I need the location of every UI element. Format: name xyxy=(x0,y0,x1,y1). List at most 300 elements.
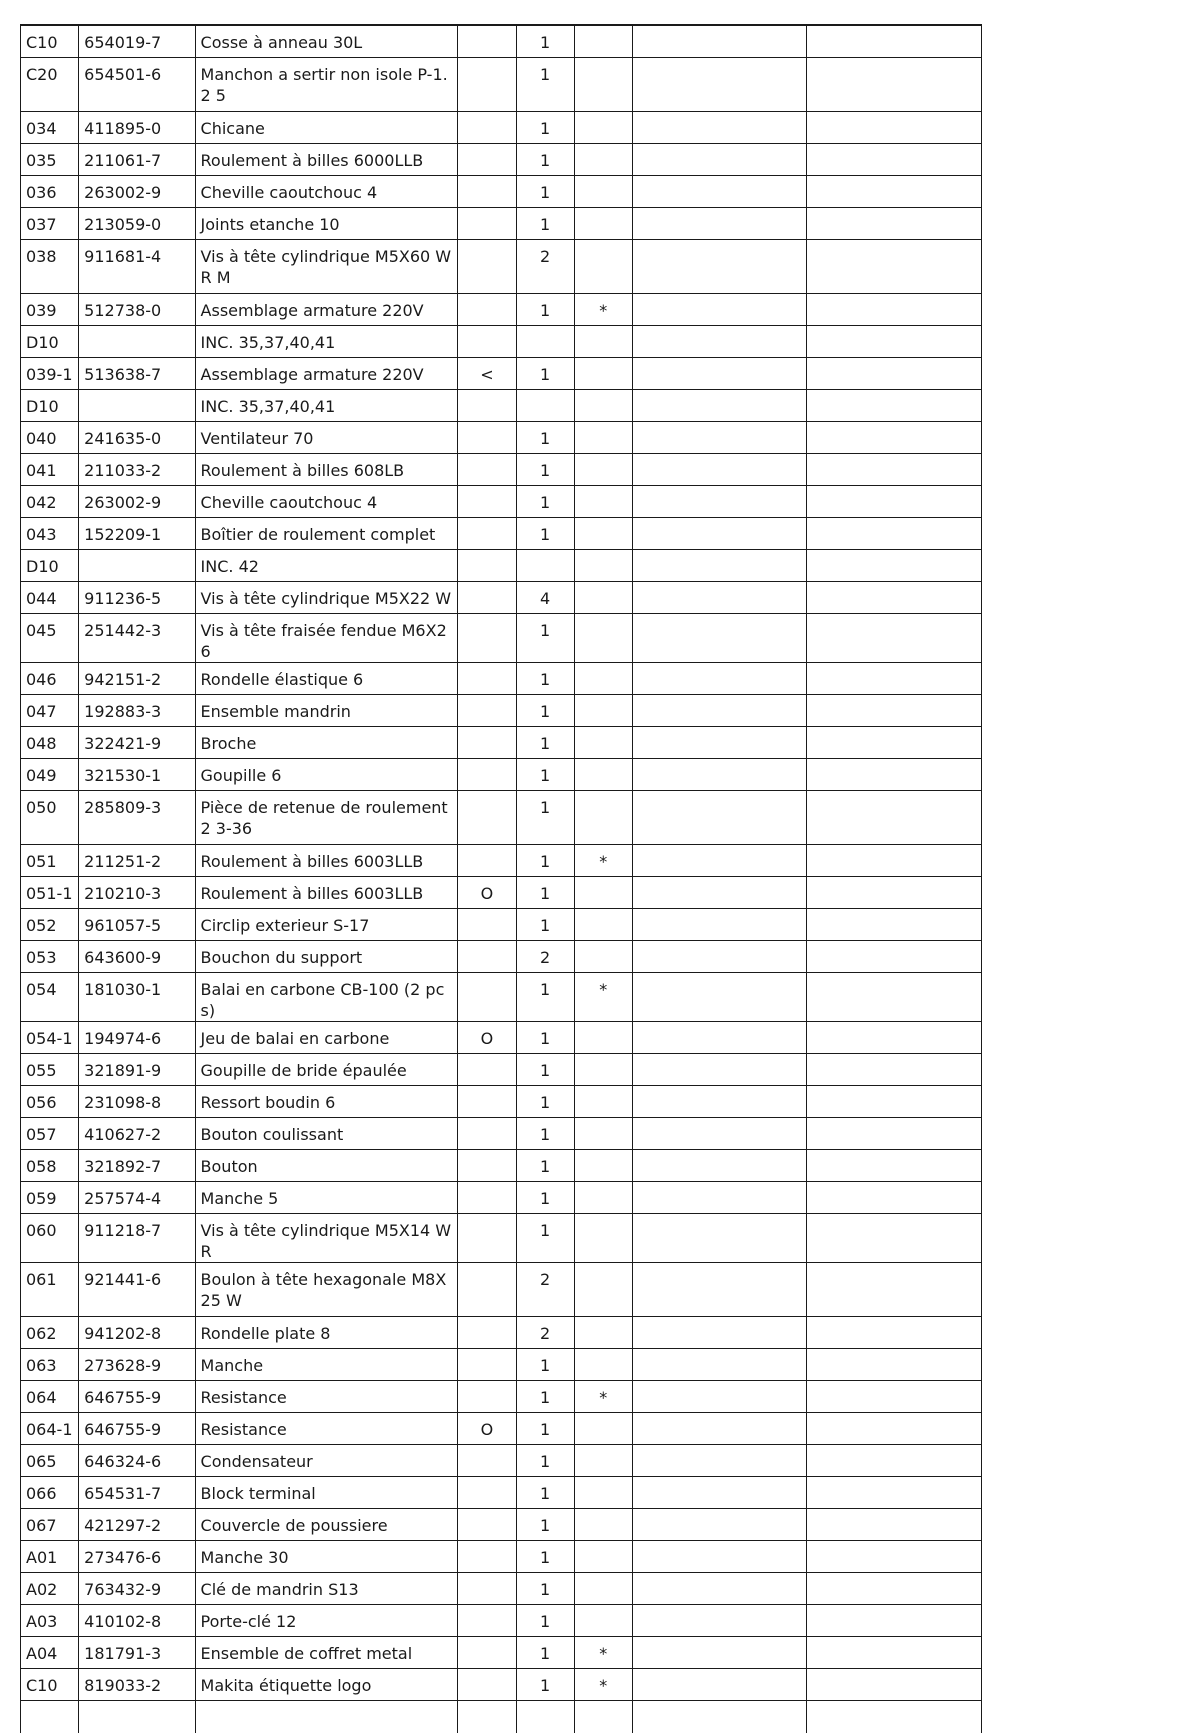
description-cell: Couvercle de poussiere xyxy=(195,1509,458,1541)
ref-number-cell: 061 xyxy=(21,1263,79,1317)
table-row xyxy=(21,1214,982,1263)
table-row xyxy=(21,582,982,614)
part-number-cell: 181030-1 xyxy=(79,973,195,1022)
empty-cell xyxy=(632,454,807,486)
empty-cell xyxy=(807,941,982,973)
description-cell: Cheville caoutchouc 4 xyxy=(195,486,458,518)
asterisk-cell xyxy=(574,1477,632,1509)
empty-cell xyxy=(807,582,982,614)
part-number-cell: 411895-0 xyxy=(79,112,195,144)
quantity-cell: 1 xyxy=(516,663,574,695)
ref-number-cell: 051 xyxy=(21,845,79,877)
quantity-cell: 1 xyxy=(516,208,574,240)
empty-cell xyxy=(632,1022,807,1054)
asterisk-cell xyxy=(574,1118,632,1150)
ref-number-cell: 053 xyxy=(21,941,79,973)
table-row xyxy=(21,176,982,208)
description-cell: Block terminal xyxy=(195,1477,458,1509)
quantity-cell xyxy=(516,326,574,358)
part-number-cell: 654531-7 xyxy=(79,1477,195,1509)
empty-cell xyxy=(632,727,807,759)
quantity-cell: 4 xyxy=(516,582,574,614)
quantity-cell: 1 xyxy=(516,1182,574,1214)
part-number-cell: 152209-1 xyxy=(79,518,195,550)
marker-cell xyxy=(458,909,516,941)
description-cell: Joints etanche 10 xyxy=(195,208,458,240)
ref-number-cell: 039-1 xyxy=(21,358,79,390)
asterisk-cell xyxy=(574,1413,632,1445)
description-cell: Assemblage armature 220V xyxy=(195,294,458,326)
empty-cell xyxy=(807,144,982,176)
empty-cell xyxy=(807,112,982,144)
ref-number-cell: 066 xyxy=(21,1477,79,1509)
marker-cell xyxy=(458,1054,516,1086)
asterisk-cell: * xyxy=(574,294,632,326)
description-cell: Assemblage armature 220V xyxy=(195,358,458,390)
marker-cell xyxy=(458,25,516,58)
empty-cell xyxy=(21,1701,79,1733)
empty-cell xyxy=(632,973,807,1022)
empty-cell xyxy=(807,663,982,695)
ref-number-cell: 063 xyxy=(21,1349,79,1381)
marker-cell xyxy=(458,454,516,486)
quantity-cell: 1 xyxy=(516,695,574,727)
table-row xyxy=(21,1054,982,1086)
asterisk-cell xyxy=(574,58,632,112)
marker-cell xyxy=(458,390,516,422)
description-cell: Ventilateur 70 xyxy=(195,422,458,454)
asterisk-cell xyxy=(574,486,632,518)
part-number-cell: 257574-4 xyxy=(79,1182,195,1214)
empty-cell xyxy=(632,294,807,326)
ref-number-cell: A01 xyxy=(21,1541,79,1573)
empty-cell xyxy=(807,727,982,759)
quantity-cell: 1 xyxy=(516,614,574,663)
table-row xyxy=(21,614,982,663)
empty-cell xyxy=(632,390,807,422)
asterisk-cell xyxy=(574,1605,632,1637)
ref-number-cell: 039 xyxy=(21,294,79,326)
quantity-cell: 1 xyxy=(516,1541,574,1573)
marker-cell xyxy=(458,1263,516,1317)
table-row xyxy=(21,845,982,877)
ref-number-cell: 042 xyxy=(21,486,79,518)
asterisk-cell xyxy=(574,112,632,144)
empty-cell xyxy=(632,663,807,695)
ref-number-cell: C20 xyxy=(21,58,79,112)
marker-cell xyxy=(458,1477,516,1509)
quantity-cell xyxy=(516,390,574,422)
ref-number-cell: 059 xyxy=(21,1182,79,1214)
ref-number-cell: 055 xyxy=(21,1054,79,1086)
ref-number-cell: A03 xyxy=(21,1605,79,1637)
empty-cell xyxy=(632,1509,807,1541)
empty-cell xyxy=(807,1573,982,1605)
ref-number-cell: 037 xyxy=(21,208,79,240)
part-number-cell xyxy=(79,326,195,358)
ref-number-cell: 038 xyxy=(21,240,79,294)
marker-cell: O xyxy=(458,1022,516,1054)
description-cell: Cosse à anneau 30L xyxy=(195,25,458,58)
empty-cell xyxy=(807,1605,982,1637)
table-row xyxy=(21,759,982,791)
asterisk-cell xyxy=(574,208,632,240)
empty-cell xyxy=(807,326,982,358)
description-cell: Manche xyxy=(195,1349,458,1381)
description-cell: Circlip exterieur S-17 xyxy=(195,909,458,941)
asterisk-cell: * xyxy=(574,973,632,1022)
asterisk-cell xyxy=(574,144,632,176)
empty-cell xyxy=(632,358,807,390)
empty-cell xyxy=(632,1445,807,1477)
empty-cell xyxy=(632,1263,807,1317)
empty-cell xyxy=(632,486,807,518)
empty-cell xyxy=(632,614,807,663)
quantity-cell: 1 xyxy=(516,176,574,208)
ref-number-cell: 057 xyxy=(21,1118,79,1150)
empty-cell xyxy=(632,845,807,877)
description-cell: Rondelle plate 8 xyxy=(195,1317,458,1349)
marker-cell xyxy=(458,176,516,208)
marker-cell xyxy=(458,422,516,454)
quantity-cell: 1 xyxy=(516,1086,574,1118)
description-cell: Goupille de bride épaulée xyxy=(195,1054,458,1086)
description-cell: Vis à tête fraisée fendue M6X26 xyxy=(195,614,458,663)
empty-cell xyxy=(632,326,807,358)
part-number-cell: 321891-9 xyxy=(79,1054,195,1086)
quantity-cell: 1 xyxy=(516,1605,574,1637)
ref-number-cell: 049 xyxy=(21,759,79,791)
ref-number-cell: 067 xyxy=(21,1509,79,1541)
marker-cell xyxy=(458,791,516,845)
asterisk-cell xyxy=(574,582,632,614)
part-number-cell: 194974-6 xyxy=(79,1022,195,1054)
quantity-cell: 1 xyxy=(516,1118,574,1150)
quantity-cell: 1 xyxy=(516,1214,574,1263)
empty-cell xyxy=(807,695,982,727)
asterisk-cell xyxy=(574,1541,632,1573)
description-cell: Boîtier de roulement complet xyxy=(195,518,458,550)
empty-cell xyxy=(632,1150,807,1182)
part-number-cell: 911681-4 xyxy=(79,240,195,294)
description-cell: Porte-clé 12 xyxy=(195,1605,458,1637)
asterisk-cell xyxy=(574,358,632,390)
asterisk-cell xyxy=(574,1573,632,1605)
asterisk-cell xyxy=(574,422,632,454)
marker-cell xyxy=(458,582,516,614)
empty-cell xyxy=(632,1573,807,1605)
table-row xyxy=(21,663,982,695)
ref-number-cell: C10 xyxy=(21,1669,79,1701)
asterisk-cell xyxy=(574,791,632,845)
empty-cell xyxy=(807,1349,982,1381)
table-row xyxy=(21,1669,982,1701)
table-row xyxy=(21,422,982,454)
part-number-cell: 654501-6 xyxy=(79,58,195,112)
quantity-cell: 1 xyxy=(516,727,574,759)
asterisk-cell xyxy=(574,1509,632,1541)
quantity-cell: 1 xyxy=(516,144,574,176)
table-row xyxy=(21,144,982,176)
table-row xyxy=(21,909,982,941)
quantity-cell: 1 xyxy=(516,25,574,58)
quantity-cell: 1 xyxy=(516,759,574,791)
asterisk-cell xyxy=(574,759,632,791)
empty-cell xyxy=(632,695,807,727)
empty-cell xyxy=(807,518,982,550)
ref-number-cell: A04 xyxy=(21,1637,79,1669)
ref-number-cell: 054 xyxy=(21,973,79,1022)
asterisk-cell xyxy=(574,390,632,422)
part-number-cell: 231098-8 xyxy=(79,1086,195,1118)
empty-cell xyxy=(807,1669,982,1701)
asterisk-cell xyxy=(574,454,632,486)
quantity-cell: 1 xyxy=(516,58,574,112)
table-row xyxy=(21,358,982,390)
marker-cell xyxy=(458,1118,516,1150)
marker-cell xyxy=(458,486,516,518)
empty-cell xyxy=(632,941,807,973)
marker-cell xyxy=(458,1605,516,1637)
quantity-cell: 2 xyxy=(516,1317,574,1349)
description-cell: Resistance xyxy=(195,1413,458,1445)
table-row xyxy=(21,208,982,240)
marker-cell xyxy=(458,727,516,759)
empty-cell xyxy=(807,486,982,518)
ref-number-cell: 035 xyxy=(21,144,79,176)
empty-cell xyxy=(632,176,807,208)
table-row xyxy=(21,454,982,486)
ref-number-cell: D10 xyxy=(21,390,79,422)
empty-cell xyxy=(632,550,807,582)
description-cell: Vis à tête cylindrique M5X22 W xyxy=(195,582,458,614)
quantity-cell: 1 xyxy=(516,294,574,326)
table-row xyxy=(21,1605,982,1637)
table-row xyxy=(21,1182,982,1214)
empty-cell xyxy=(632,1701,807,1733)
description-cell: Ressort boudin 6 xyxy=(195,1086,458,1118)
table-row xyxy=(21,486,982,518)
part-number-cell: 181791-3 xyxy=(79,1637,195,1669)
table-row xyxy=(21,1150,982,1182)
asterisk-cell xyxy=(574,25,632,58)
ref-number-cell: 045 xyxy=(21,614,79,663)
parts-table-body xyxy=(21,25,982,1733)
empty-cell xyxy=(807,845,982,877)
marker-cell xyxy=(458,550,516,582)
table-row xyxy=(21,294,982,326)
marker-cell xyxy=(458,112,516,144)
description-cell: Vis à tête cylindrique M5X14 WR xyxy=(195,1214,458,1263)
part-number-cell: 654019-7 xyxy=(79,25,195,58)
ref-number-cell: 054-1 xyxy=(21,1022,79,1054)
quantity-cell: 2 xyxy=(516,1263,574,1317)
part-number-cell: 819033-2 xyxy=(79,1669,195,1701)
marker-cell xyxy=(458,294,516,326)
empty-cell xyxy=(632,1349,807,1381)
part-number-cell: 421297-2 xyxy=(79,1509,195,1541)
empty-cell xyxy=(632,1118,807,1150)
empty-cell xyxy=(807,1637,982,1669)
asterisk-cell xyxy=(574,614,632,663)
empty-cell xyxy=(807,25,982,58)
quantity-cell xyxy=(516,550,574,582)
asterisk-cell xyxy=(574,909,632,941)
description-cell: Jeu de balai en carbone xyxy=(195,1022,458,1054)
description-cell: Roulement à billes 6000LLB xyxy=(195,144,458,176)
empty-cell xyxy=(807,1214,982,1263)
ref-number-cell: 058 xyxy=(21,1150,79,1182)
quantity-cell: 1 xyxy=(516,1150,574,1182)
marker-cell xyxy=(458,1541,516,1573)
table-row xyxy=(21,1573,982,1605)
asterisk-cell: * xyxy=(574,1637,632,1669)
empty-cell xyxy=(632,1182,807,1214)
empty-cell xyxy=(807,1150,982,1182)
ref-number-cell: 036 xyxy=(21,176,79,208)
ref-number-cell: 043 xyxy=(21,518,79,550)
marker-cell xyxy=(458,1349,516,1381)
marker-cell: < xyxy=(458,358,516,390)
asterisk-cell xyxy=(574,1054,632,1086)
ref-number-cell: 040 xyxy=(21,422,79,454)
description-cell: Cheville caoutchouc 4 xyxy=(195,176,458,208)
marker-cell xyxy=(458,695,516,727)
empty-cell xyxy=(807,58,982,112)
description-cell: Bouton coulissant xyxy=(195,1118,458,1150)
empty-cell xyxy=(632,1317,807,1349)
asterisk-cell xyxy=(574,518,632,550)
part-number-cell xyxy=(79,390,195,422)
part-number-cell: 410627-2 xyxy=(79,1118,195,1150)
description-cell: Manche 30 xyxy=(195,1541,458,1573)
table-row xyxy=(21,1349,982,1381)
ref-number-cell: 050 xyxy=(21,791,79,845)
empty-cell xyxy=(807,1381,982,1413)
description-cell: Boulon à tête hexagonale M8X25 W xyxy=(195,1263,458,1317)
part-number-cell: 241635-0 xyxy=(79,422,195,454)
description-cell: Pièce de retenue de roulement 2 3-36 xyxy=(195,791,458,845)
quantity-cell: 1 xyxy=(516,1573,574,1605)
asterisk-cell xyxy=(574,240,632,294)
quantity-cell: 1 xyxy=(516,1445,574,1477)
ref-number-cell: C10 xyxy=(21,25,79,58)
quantity-cell: 1 xyxy=(516,1669,574,1701)
empty-cell xyxy=(632,759,807,791)
empty-cell xyxy=(807,1086,982,1118)
marker-cell xyxy=(458,1445,516,1477)
asterisk-cell xyxy=(574,1182,632,1214)
table-row xyxy=(21,941,982,973)
description-cell: Clé de mandrin S13 xyxy=(195,1573,458,1605)
empty-cell xyxy=(807,1413,982,1445)
description-cell: Ensemble mandrin xyxy=(195,695,458,727)
marker-cell xyxy=(458,1214,516,1263)
empty-cell xyxy=(632,1605,807,1637)
asterisk-cell: * xyxy=(574,845,632,877)
table-row-continuation xyxy=(21,1701,982,1733)
ref-number-cell: 041 xyxy=(21,454,79,486)
empty-cell xyxy=(632,240,807,294)
empty-cell xyxy=(807,294,982,326)
marker-cell xyxy=(458,614,516,663)
empty-cell xyxy=(807,454,982,486)
empty-cell xyxy=(458,1701,516,1733)
table-row xyxy=(21,1509,982,1541)
quantity-cell: 1 xyxy=(516,909,574,941)
table-row xyxy=(21,326,982,358)
empty-cell xyxy=(632,422,807,454)
ref-number-cell: 051-1 xyxy=(21,877,79,909)
empty-cell xyxy=(807,390,982,422)
marker-cell xyxy=(458,208,516,240)
table-row xyxy=(21,877,982,909)
table-row xyxy=(21,518,982,550)
quantity-cell: 2 xyxy=(516,941,574,973)
asterisk-cell xyxy=(574,176,632,208)
quantity-cell: 1 xyxy=(516,358,574,390)
description-cell: Balai en carbone CB-100 (2 pcs) xyxy=(195,973,458,1022)
empty-cell xyxy=(807,1509,982,1541)
empty-cell xyxy=(632,1054,807,1086)
marker-cell xyxy=(458,240,516,294)
table-row xyxy=(21,1541,982,1573)
part-number-cell: 211033-2 xyxy=(79,454,195,486)
table-row xyxy=(21,1637,982,1669)
empty-cell xyxy=(807,1182,982,1214)
table-row xyxy=(21,1477,982,1509)
asterisk-cell xyxy=(574,1150,632,1182)
part-number-cell: 941202-8 xyxy=(79,1317,195,1349)
empty-cell xyxy=(632,1413,807,1445)
quantity-cell: 1 xyxy=(516,1637,574,1669)
description-cell: INC. 35,37,40,41 xyxy=(195,326,458,358)
description-cell: INC. 35,37,40,41 xyxy=(195,390,458,422)
part-number-cell: 273628-9 xyxy=(79,1349,195,1381)
empty-cell xyxy=(632,582,807,614)
ref-number-cell: 046 xyxy=(21,663,79,695)
empty-cell xyxy=(807,759,982,791)
part-number-cell: 321892-7 xyxy=(79,1150,195,1182)
empty-cell xyxy=(807,1263,982,1317)
ref-number-cell: 052 xyxy=(21,909,79,941)
part-number-cell: 192883-3 xyxy=(79,695,195,727)
ref-number-cell: A02 xyxy=(21,1573,79,1605)
empty-cell xyxy=(807,1701,982,1733)
quantity-cell: 1 xyxy=(516,112,574,144)
asterisk-cell xyxy=(574,1349,632,1381)
empty-cell xyxy=(632,518,807,550)
table-row xyxy=(21,1118,982,1150)
table-row xyxy=(21,58,982,112)
description-cell: Condensateur xyxy=(195,1445,458,1477)
asterisk-cell xyxy=(574,1263,632,1317)
empty-cell xyxy=(632,208,807,240)
asterisk-cell: * xyxy=(574,1669,632,1701)
part-number-cell: 263002-9 xyxy=(79,176,195,208)
empty-cell xyxy=(632,1669,807,1701)
empty-cell xyxy=(807,877,982,909)
asterisk-cell xyxy=(574,550,632,582)
asterisk-cell xyxy=(574,1317,632,1349)
part-number-cell: 211061-7 xyxy=(79,144,195,176)
marker-cell xyxy=(458,1669,516,1701)
empty-cell xyxy=(632,1381,807,1413)
empty-cell xyxy=(632,1541,807,1573)
table-row xyxy=(21,727,982,759)
asterisk-cell xyxy=(574,1086,632,1118)
part-number-cell: 210210-3 xyxy=(79,877,195,909)
